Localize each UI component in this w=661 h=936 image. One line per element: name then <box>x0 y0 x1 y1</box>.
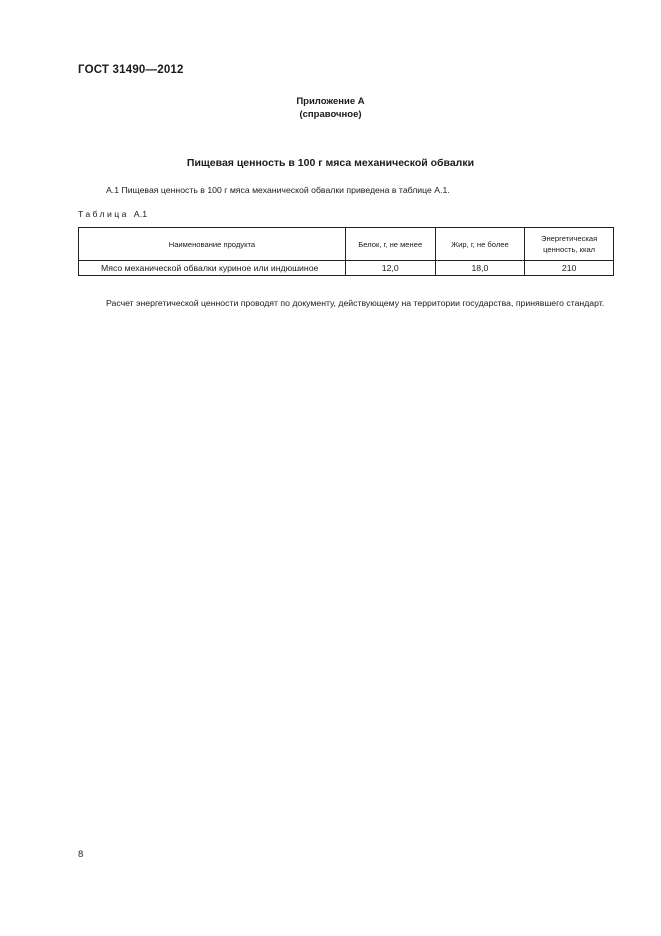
page-number: 8 <box>78 849 84 860</box>
annex-title: Приложение А <box>296 96 365 107</box>
table-header-row <box>79 228 614 261</box>
cell-fat: 18,0 <box>435 261 525 276</box>
nutrition-table <box>78 227 614 276</box>
cell-protein: 12,0 <box>345 261 435 276</box>
annex-note: (справочное) <box>299 109 362 120</box>
table-caption-number: А.1 <box>133 209 148 219</box>
table-caption <box>78 209 147 219</box>
document-number: ГОСТ 31490—2012 <box>78 64 184 76</box>
column-header-protein: Белок, г, не менее <box>345 228 435 261</box>
annex-heading <box>0 95 661 121</box>
cell-product-name: Мясо механической обвалки куриное или индюшиное <box>79 261 346 276</box>
column-header-product: Наименование продукта <box>79 228 346 261</box>
intro-paragraph: А.1 Пищевая ценность в 100 г мяса механической обвалки приведена в таблице А.1. <box>106 185 450 195</box>
table-caption-word: Таблица <box>78 209 129 219</box>
section-title: Пищевая ценность в 100 г мяса механической обвалки <box>186 157 475 169</box>
column-header-energy: Энергетическая ценность, ккал <box>525 228 614 261</box>
column-header-fat: Жир, г, не более <box>435 228 525 261</box>
calculation-paragraph: Расчет энергетической ценности проводят по документу, действующему на территории государства, принявшего стандарт. <box>106 298 605 308</box>
cell-energy: 210 <box>525 261 614 276</box>
table-row <box>79 261 614 276</box>
